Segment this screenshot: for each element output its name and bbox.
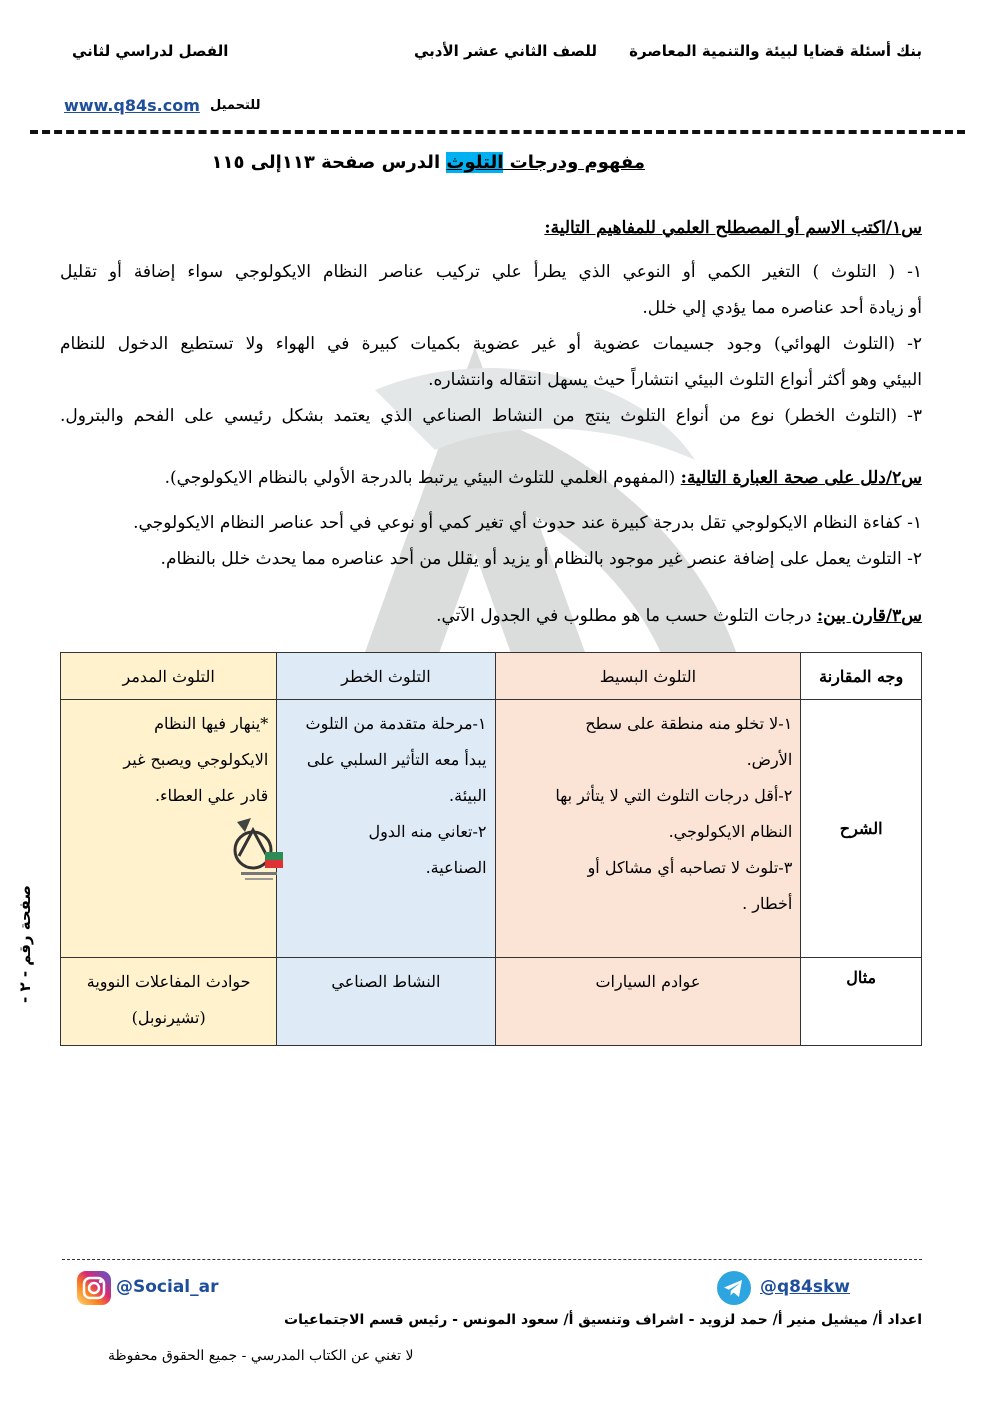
- cell-danger-example: [277, 958, 495, 1046]
- q1-item-1-line1: ١- ( التلوث ) التغير الكمي أو النوعي الذي يطرأ علي تركيب عناصر النظام الايكولوجي سواء إضافة أو تقليل: [60, 262, 922, 282]
- school-logo-icon: [231, 816, 285, 884]
- grade-label: للصف الثاني عشر الأدبي: [414, 42, 598, 60]
- q1-item-3-line1: ٣- (التلوث الخطر) نوع من أنواع التلوث ينتج من النشاط الصناعي الذي يعتمد بشكل رئيسي على الفحم والبترول.: [60, 406, 922, 426]
- side-page-number: صفحة رقم - ٢ -: [16, 885, 34, 1003]
- q2-heading-line: [60, 468, 922, 488]
- telegram-handle[interactable]: @q84skw: [760, 1277, 850, 1297]
- q3-heading: س٣/قارن بين:: [816, 606, 922, 626]
- table-row-explanation: [61, 700, 922, 958]
- q2-answers: [60, 505, 922, 577]
- cell-line: عوادم السيارات: [595, 972, 701, 991]
- cell-line: يبدأ معه التأثير السلبي على: [306, 750, 487, 769]
- cell-line: ٢-أقل درجات التلوث التي لا يتأثر بها: [555, 786, 793, 805]
- cell-line: ٢-تعاني منه الدول: [368, 822, 487, 841]
- cell-line: حوادث المفاعلات النووية: [86, 972, 251, 991]
- cell-line: ١-لا تخلو منه منطقة على سطح: [585, 714, 793, 733]
- cell-simple-explanation: [495, 700, 801, 958]
- telegram-icon[interactable]: [716, 1270, 752, 1306]
- rights-note: لا تغني عن الكتاب المدرسي - جميع الحقوق محفوظة: [108, 1348, 414, 1364]
- q1-answers: [60, 254, 922, 434]
- q1-item-2-line1: ٢- (التلوث الهوائي) وجود جسيمات عضوية أو غير عضوية بكميات كبيرة في الهواء ولا تستطيع الدخول للنظام: [60, 334, 922, 354]
- header-aspect: وجه المقارنة: [801, 653, 922, 700]
- q2-statement: (المفهوم العلمي للتلوث البيئي يرتبط بالدرجة الأولي بالنظام الايكولوجي).: [164, 468, 681, 488]
- cell-line: *ينهار فيها النظام: [154, 714, 269, 733]
- q2-answer-2: ٢- التلوث يعمل على إضافة عنصر غير موجود بالنظام أو يزيد أو يقلل من أحد عناصره مما يحدث خلل بالنظام.: [160, 549, 922, 569]
- table-row-example: [61, 958, 922, 1046]
- semester-label: الفصل لدراسي لثاني: [72, 42, 229, 60]
- cell-line: النشاط الصناعي: [331, 972, 441, 991]
- q2-answer-1: ١- كفاءة النظام الايكولوجي تقل بدرجة كبيرة عند حدوث أي تغير كمي أو نوعي في أحد عناصر النظام الايكولوجي.: [133, 513, 922, 533]
- q1-item-1-line2: أو زيادة أحد عناصره مما يؤدي إلي خلل.: [642, 298, 922, 318]
- cell-destructive-explanation: [61, 700, 277, 958]
- cell-simple-example: [495, 958, 801, 1046]
- header-simple: التلوث البسيط: [495, 653, 801, 700]
- cell-line: النظام الايكولوجي.: [668, 822, 793, 841]
- download-label: للتحميل: [210, 98, 261, 113]
- cell-line: الأرض.: [746, 750, 793, 769]
- lesson-title-suffix: الدرس صفحة ١١٣إلى ١١٥: [211, 152, 447, 173]
- cell-line: الايكولوجي ويصبح غير: [123, 750, 269, 769]
- footer-divider: [62, 1259, 922, 1260]
- q1-heading: س١/اكتب الاسم أو المصطلح العلمي للمفاهيم التالية:: [544, 218, 922, 238]
- cell-line: ٣-تلوث لا تصاحبه أي مشاكل أو: [587, 858, 793, 877]
- cell-line: البيئة.: [449, 786, 487, 805]
- lesson-title-prefix: مفهوم ودرجات: [503, 152, 645, 173]
- instagram-icon[interactable]: [76, 1270, 112, 1306]
- header-destructive: التلوث المدمر: [61, 653, 277, 700]
- bank-title: بنك أسئلة قضايا لبيئة والتنمية المعاصرة: [629, 42, 922, 60]
- cell-line: أخطار .: [742, 894, 793, 913]
- cell-destructive-example: [61, 958, 277, 1046]
- cell-danger-explanation: [277, 700, 495, 958]
- header-danger: التلوث الخطر: [277, 653, 495, 700]
- table-header-row: [61, 653, 922, 700]
- q1-item-2-line2: البيئي وهو أكثر أنواع التلوث البيئي انتشاراً حيث يسهل انتقاله وانتشاره.: [428, 370, 922, 390]
- cell-line: ١-مرحلة متقدمة من التلوث: [305, 714, 487, 733]
- q3-text: درجات التلوث حسب ما هو مطلوب في الجدول الآتي.: [436, 606, 817, 626]
- row-label-explanation: الشرح: [801, 700, 922, 958]
- cell-line: (تشيرنوبل): [131, 1008, 206, 1027]
- cell-line: قادر علي العطاء.: [154, 786, 269, 805]
- q3-heading-line: [436, 606, 922, 626]
- comparison-table: [60, 652, 922, 1046]
- credits-line: اعداد أ/ ميشيل منير أ/ حمد لزويد - اشراف وتنسيق أ/ سعود المونس - رئيس قسم الاجتماعيات: [284, 1312, 922, 1328]
- lesson-title-highlight: التلوث: [446, 152, 504, 173]
- lesson-title: [211, 152, 645, 173]
- row-label-example: مثال: [801, 958, 922, 1046]
- header-divider: [30, 130, 965, 134]
- instagram-handle[interactable]: @Social_ar: [116, 1277, 219, 1297]
- cell-line: الصناعية.: [425, 858, 487, 877]
- q2-heading: س٢/دلل على صحة العبارة التالية:: [680, 468, 922, 488]
- website-link[interactable]: www.q84s.com: [64, 96, 200, 115]
